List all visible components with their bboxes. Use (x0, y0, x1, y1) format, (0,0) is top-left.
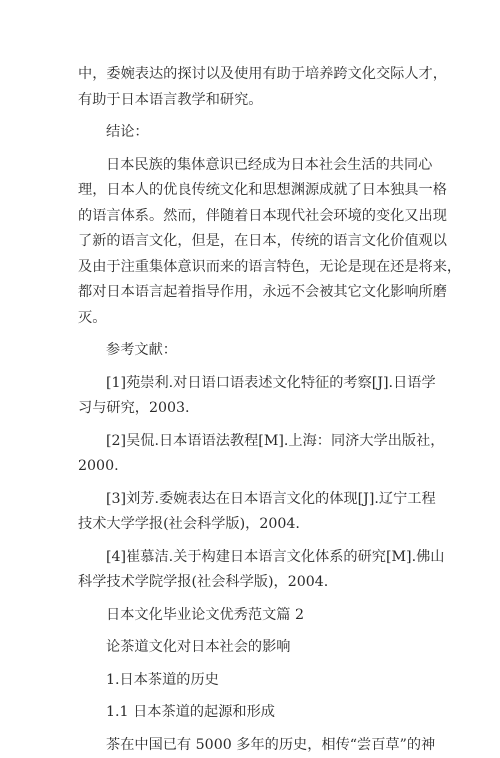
reference-2-line-2: 2000. (78, 454, 428, 480)
intro-line-2: 有助于日本语言教学和研究。 (78, 88, 428, 114)
section-title: 日本文化毕业论文优秀范文篇 2 (78, 603, 428, 629)
essay-title: 论茶道文化对日本社会的影响 (78, 635, 428, 661)
conclusion-heading: 结论： (78, 120, 428, 146)
reference-1-line-2: 习与研究，2003. (78, 396, 428, 422)
references-heading: 参考文献： (78, 338, 428, 364)
document-page (78, 62, 428, 758)
conclusion-line-1: 日本民族的集体意识已经成为日本社会生活的共同心 (78, 153, 428, 179)
reference-2-line-1: [2]吴侃.日本语语法教程[M].上海：同济大学出版社， (78, 429, 428, 455)
conclusion-line-7: 灭。 (78, 306, 428, 332)
conclusion-line-4: 了新的语言文化，但是，在日本，传统的语言文化价值观以 (78, 229, 428, 255)
reference-1-line-1: [1]苑崇利.对日语口语表述文化特征的考察[J].日语学 (78, 371, 428, 397)
intro-line-1: 中，委婉表达的探讨以及使用有助于培养跨文化交际人才， (78, 62, 428, 88)
reference-4-line-2: 科学技术学院学报(社会科学版)，2004. (78, 570, 428, 596)
reference-4-line-1: [4]崔慕洁.关于构建日本语言文化体系的研究[M].佛山 (78, 545, 428, 571)
conclusion-line-2: 理，日本人的优良传统文化和思想渊源成就了日本独具一格 (78, 178, 428, 204)
reference-3-line-1: [3]刘芳.委婉表达在日本语言文化的体现[J].辽宁工程 (78, 487, 428, 513)
conclusion-line-6: 都对日本语言起着指导作用，永远不会被其它文化影响所磨 (78, 280, 428, 306)
conclusion-line-3: 的语言体系。然而，伴随着日本现代社会环境的变化又出现 (78, 204, 428, 230)
body-paragraph-line: 茶在中国已有 5000 多年的历史，相传“尝百草”的神 (78, 733, 428, 758)
heading-1: 1.日本茶道的历史 (78, 668, 428, 694)
reference-3-line-2: 技术大学学报(社会科学版)，2004. (78, 512, 428, 538)
conclusion-line-5: 及由于注重集体意识而来的语言特色，无论是现在还是将来， (78, 255, 428, 281)
heading-1-1: 1.1 日本茶道的起源和形成 (78, 700, 428, 726)
